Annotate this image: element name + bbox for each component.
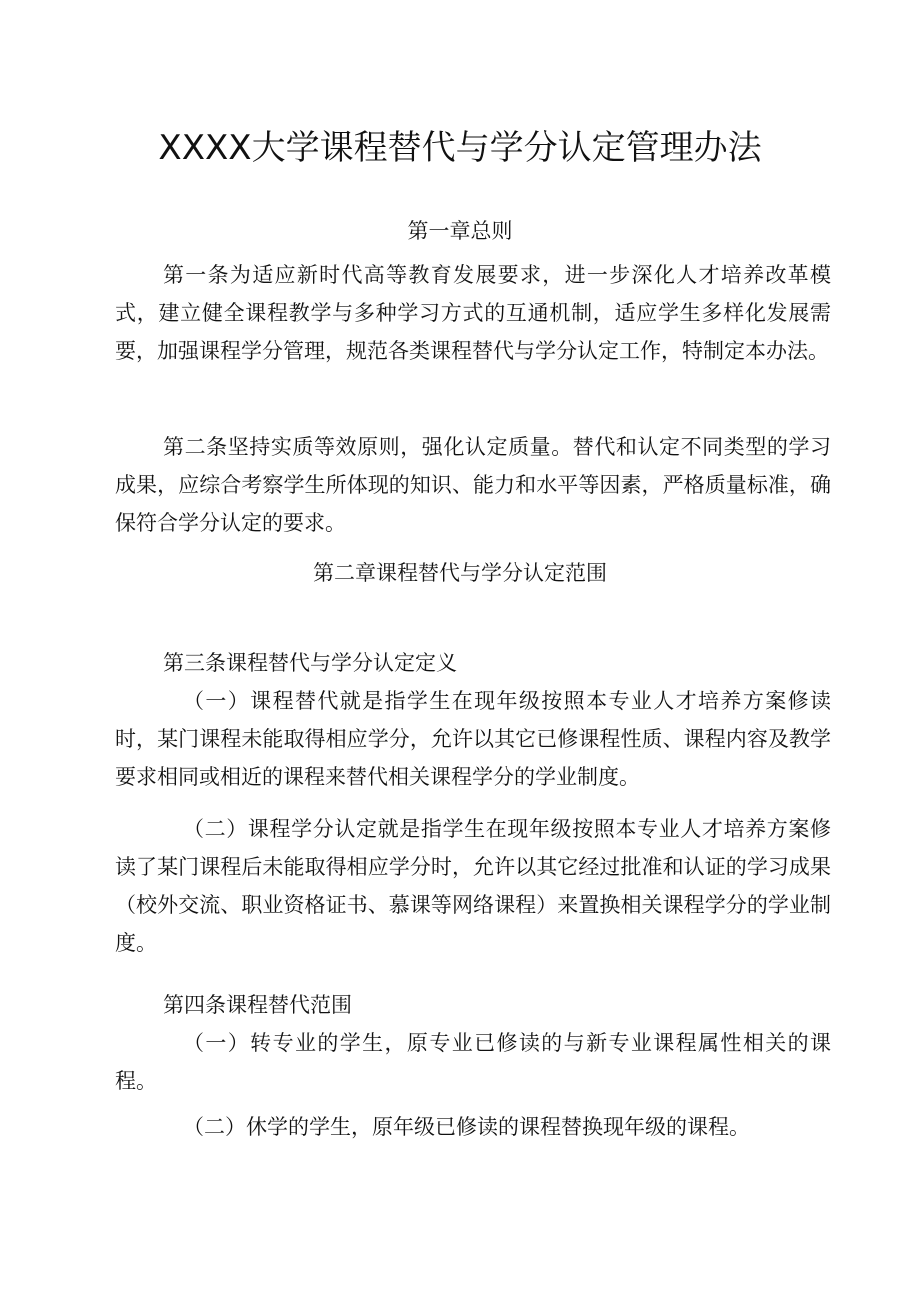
article-3-item-2: （二）课程学分认定就是指学生在现年级按照本专业人才培养方案修读了某门课程后未能取得相应学分时，允许以其它经过批准和认证的学习成果（校外交流、职业资格证书、慕课等网络课程）来置换相关课程学分的学业制度。 — [115, 817, 831, 955]
article-1-paragraph: 第一条为适应新时代高等教育发展要求，进一步深化人才培养改革模式，建立健全课程教学与多种学习方式的互通机制，适应学生多样化发展需要，加强课程学分管理，规范各类课程替代与学分认定工作，特制定本办法。 — [115, 263, 831, 363]
article-2-paragraph: 第二条坚持实质等效原则，强化认定质量。替代和认定不同类型的学习成果，应综合考察学生所体现的知识、能力和水平等因素，严格质量标准，确保符合学分认定的要求。 — [115, 435, 831, 535]
chapter-1-heading: 第一章总则 — [407, 219, 513, 243]
article-4-item-1: （一）转专业的学生，原专业已修读的与新专业课程属性相关的课程。 — [115, 1031, 831, 1093]
article-3-title: 第三条课程替代与学分认定定义 — [163, 651, 457, 675]
article-4-item-2: （二）休学的学生，原年级已修读的课程替换现年级的课程。 — [183, 1115, 750, 1139]
article-4-title: 第四条课程替代范围 — [163, 993, 352, 1017]
chapter-2-heading: 第二章课程替代与学分认定范围 — [313, 561, 607, 585]
document-title: XXXX大学课程替代与学分认定管理办法 — [158, 128, 762, 168]
article-3-item-1: （一）课程替代就是指学生在现年级按照本专业人才培养方案修读时，某门课程未能取得相应学分，允许以其它已修课程性质、课程内容及教学要求相同或相近的课程来替代相关课程学分的学业制度。 — [115, 689, 831, 789]
